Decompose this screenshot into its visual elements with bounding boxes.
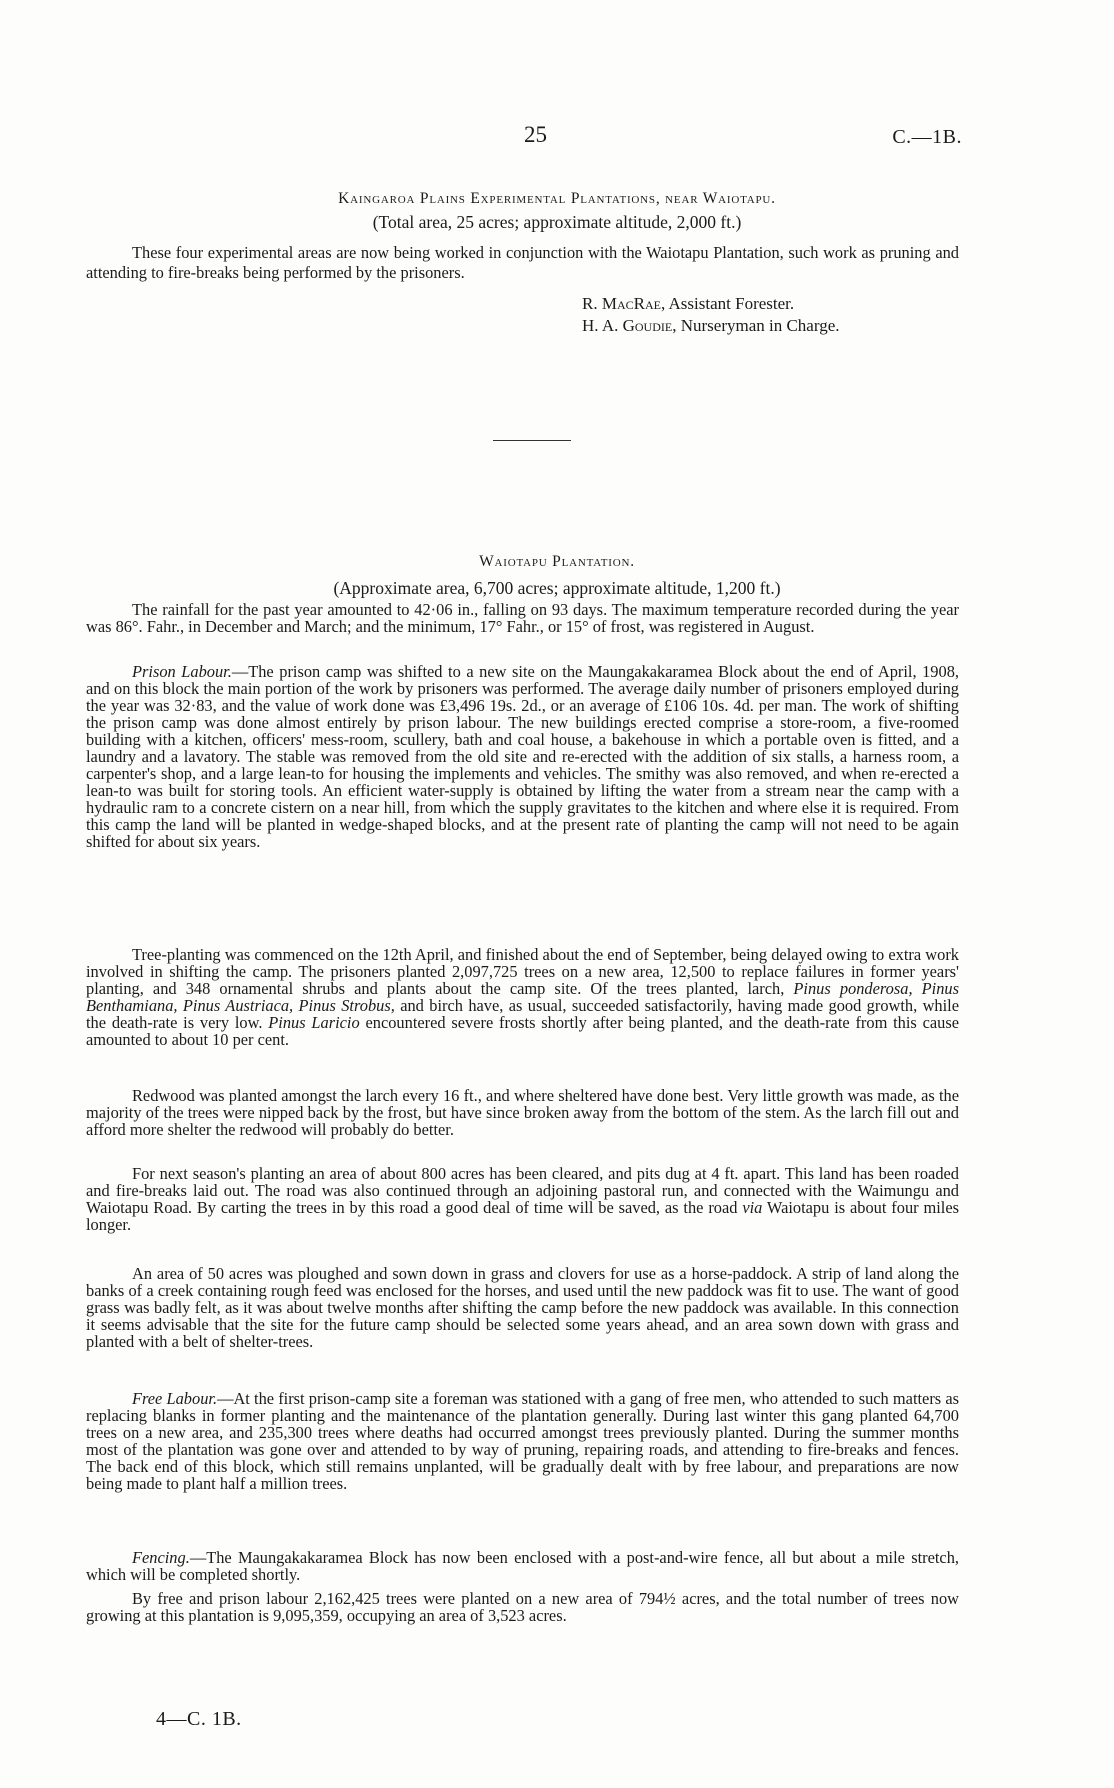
kaingaroa-heading: Kaingaroa Plains Experimental Plantations, near Waiotapu. <box>338 190 776 207</box>
waiotapu-heading: Waiotapu Plantation. <box>479 553 635 570</box>
prison-labour-paragraph <box>86 663 959 850</box>
free-labour-heading: Free Labour. <box>132 1389 218 1408</box>
free-labour-paragraph <box>86 1390 959 1492</box>
signatory-role: , Nurseryman in Charge. <box>672 316 840 335</box>
signatory-name: R. MacRae <box>582 294 661 313</box>
section-divider <box>493 440 571 441</box>
footer-reference: 4—C. 1B. <box>156 1708 242 1730</box>
signatory-role: , Assistant Forester. <box>660 294 795 313</box>
tree-planting-text: encountered severe frosts shortly after being planted, and the death-rate from this cause amounted to about 10 per cent. <box>86 1013 960 1049</box>
fencing-paragraph <box>86 1549 959 1583</box>
prison-labour-text: —The prison camp was shifted to a new site on the Maungakakaramea Block about the end of April, 1908, and on this block the main portion of the work by prisoners was performed. The average daily number of prisoners employed during the year was 32·83, and the value of work done was £3,496 19s. 2d., or an average of £106 10s. 4d. per man. The work of shifting the prison camp was done almost entirely by prison labour. The new buildings erected comprise a store-room, a five-roomed building with a kitchen, officers' mess-room, scullery, bath and coal house, a bakehouse in which a portable oven is fitted, and a laundry and a lavatory. The stable was removed from the old site and re-erected with the addition of six stalls, a harness room, a carpenter's shop, and a large lean-to for housing the implements and vehicles. The smithy was also removed, and when re-erected a lean-to was built for storing tools. An efficient water-supply is obtained by lifting the water from a stream near the camp with a hydraulic ram to a concrete cistern on a near hill, from which the supply gravitates to the kitchen and where else it is required. From this camp the land will be planted in wedge-shaped blocks, and at the present rate of planting the camp will not need to be again shifted for about six years. <box>86 662 959 851</box>
fencing-text: —The Maungakakaramea Block has now been enclosed with a post-and-wire fence, all but about a mile stretch, which will be completed shortly. <box>86 1548 959 1584</box>
next-season-paragraph <box>86 1165 959 1233</box>
document-reference: C.—1B. <box>892 126 962 148</box>
summary-paragraph: By free and prison labour 2,162,425 trees were planted on a new area of 794½ acres, and the total number of trees now growing at this plantation is 9,095,359, occupying an area of 3,523 acres. <box>86 1589 959 1625</box>
waiotapu-subheading: (Approximate area, 6,700 acres; approximate altitude, 1,200 ft.) <box>333 578 781 598</box>
signature-block <box>582 293 840 337</box>
species-name: Pinus Laricio <box>268 1013 360 1032</box>
next-season-text: Waiotapu is about four miles longer. <box>86 1198 959 1234</box>
prison-labour-heading: Prison Labour. <box>132 662 232 681</box>
via-word: via <box>742 1198 763 1217</box>
next-season-text: For next season's planting an area of about 800 acres has been cleared, and pits dug at 4 ft. apart. This land has been roaded and fire-breaks laid out. The road was also continued through an adjoining pastoral run, and connected with the Waimungu and Waiotapu Road. By carting the trees in by this road a good deal of time will be saved, as the road <box>86 1164 959 1217</box>
species-list: Pinus ponderosa, Pinus Benthamiana, Pinus Austriaca, Pinus Strobus, <box>86 979 959 1015</box>
signatory <box>582 293 840 315</box>
tree-planting-paragraph <box>86 946 959 1048</box>
fencing-heading: Fencing. <box>132 1548 190 1567</box>
page-number: 25 <box>524 122 547 147</box>
signatory <box>582 315 840 337</box>
rainfall-paragraph: The rainfall for the past year amounted to 42·06 in., falling on 93 days. The maximum temperature recorded during the year was 86°. Fahr., in December and March; and the minimum, 17° Fahr., or 15° of frost, was registered in August. <box>86 600 959 636</box>
redwood-paragraph: Redwood was planted amongst the larch every 16 ft., and where sheltered have done best. Very little growth was made, as the majority of the trees were nipped back by the frost, but have since broken away from the bottom of the stem. As the larch fill out and afford more shelter the redwood will probably do better. <box>86 1086 959 1139</box>
kaingaroa-subheading: (Total area, 25 acres; approximate altitude, 2,000 ft.) <box>372 212 742 232</box>
tree-planting-text: Tree-planting was commenced on the 12th April, and finished about the end of September, being delayed owing to extra work involved in shifting the camp. The prisoners planted 2,097,725 trees on a new area, 12,500 to replace failures in former years' planting, and 348 ornamental shrubs and plants about the camp site. Of the trees planted, larch, <box>86 945 959 998</box>
paddock-paragraph: An area of 50 acres was ploughed and sown down in grass and clovers for use as a horse-paddock. A strip of land along the banks of a creek containing rough feed was enclosed for the horses, and used until the new paddock was fit to use. The want of good grass was badly felt, as it was about twelve months after shifting the camp before the new paddock was available. In this connection it seems advisable that the site for the future camp should be selected some years ahead, and an area sown down with grass and planted with a belt of shelter-trees. <box>86 1264 959 1351</box>
signatory-name: H. A. Goudie <box>582 316 673 335</box>
free-labour-text: —At the first prison-camp site a foreman was stationed with a gang of free men, who attended to such matters as replacing blanks in former planting and the maintenance of the plantation generally. During last winter this gang planted 64,700 trees on a new area, and 235,300 trees where deaths had occurred amongst trees previously planted. During the summer months most of the plantation was gone over and attended to by way of pruning, repairing roads, and attending to fire-breaks and fences. The back end of this block, which still remains unplanted, will be gradually dealt with by free labour, and preparations are now being made to plant half a million trees. <box>86 1389 959 1493</box>
tree-planting-text: and birch have, as usual, succeeded satisfactorily, having made good growth, while the death-rate is very low. <box>86 996 960 1032</box>
kaingaroa-paragraph: These four experimental areas are now being worked in conjunction with the Waiotapu Plantation, such work as pruning and attending to fire-breaks being performed by the prisoners. <box>86 243 959 282</box>
